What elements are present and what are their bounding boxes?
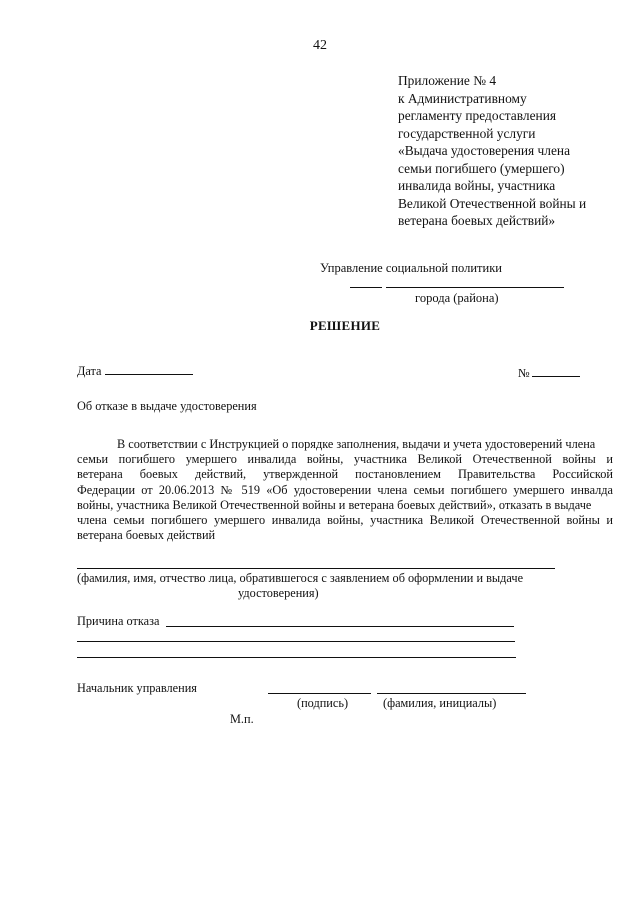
subject-line: Об отказе в выдаче удостоверения: [77, 399, 257, 413]
appendix-block: [398, 72, 586, 230]
position-label: Начальник управления: [77, 681, 197, 695]
appendix-line: «Выдача удостоверения члена: [398, 143, 571, 158]
appendix-line: к Административному: [398, 90, 527, 106]
applicant-caption-line1: (фамилия, имя, отчество лица, обратившегося с заявлением об оформлении и выдаче: [77, 571, 524, 585]
name-caption: (фамилия, инициалы): [383, 696, 497, 710]
date-label: Дата: [77, 364, 102, 378]
signature-blank: [268, 693, 371, 694]
body-line: В соответствии с Инструкцией о порядке заполнения, выдачи и учета удостоверений члена: [117, 437, 596, 451]
body-line: члена семьи погибшего умершего инвалида войны, участника Великой Отечественной войны и: [77, 513, 613, 528]
reason-blank-3: [77, 657, 516, 658]
city-caption: города (района): [415, 291, 499, 305]
appendix-line: регламенту предоставления: [398, 108, 557, 123]
city-blank-short: [350, 287, 382, 288]
document-title: РЕШЕНИЕ: [309, 318, 381, 333]
date-blank: [105, 374, 193, 375]
number-label: №: [518, 366, 530, 380]
appendix-line: семьи погибшего (умершего): [398, 160, 565, 176]
decision-body: [77, 437, 613, 543]
body-line: семьи погибшего умершего инвалида войны, участника Великой Отечественной войны и: [77, 452, 613, 467]
organization-name: Управление социальной политики: [320, 261, 502, 275]
body-line: ветерана боевых действий, утвержденной постановлением Правительства Российской: [77, 467, 613, 482]
body-line: ветерана боевых действий: [77, 528, 216, 543]
name-blank: [377, 693, 526, 694]
appendix-line: Великой Отечественной войны и: [398, 195, 587, 211]
applicant-blank: [77, 568, 555, 569]
seal-label: М.п.: [230, 712, 254, 726]
appendix-line: государственной услуги: [398, 125, 536, 141]
page-number: 42: [313, 38, 327, 53]
reason-label: Причина отказа: [77, 614, 160, 628]
city-blank-long: [386, 287, 564, 288]
appendix-line: Приложение № 4: [398, 73, 497, 88]
body-line: Федерации от 20.06.2013 № 519 «Об удостоверении члена семьи погибшего умершего инвалда: [77, 482, 613, 497]
appendix-line: инвалида войны, участника: [398, 178, 556, 193]
number-blank: [532, 376, 580, 377]
body-line: войны, участника Великой Отечественной войны и ветерана боевых действий», отказать в выдаче: [77, 497, 592, 512]
applicant-caption-line2: удостоверения): [238, 586, 319, 600]
signature-caption: (подпись): [297, 696, 349, 710]
reason-blank-1: [166, 626, 514, 627]
reason-blank-2: [77, 641, 515, 642]
appendix-line: ветерана боевых действий»: [398, 213, 556, 228]
